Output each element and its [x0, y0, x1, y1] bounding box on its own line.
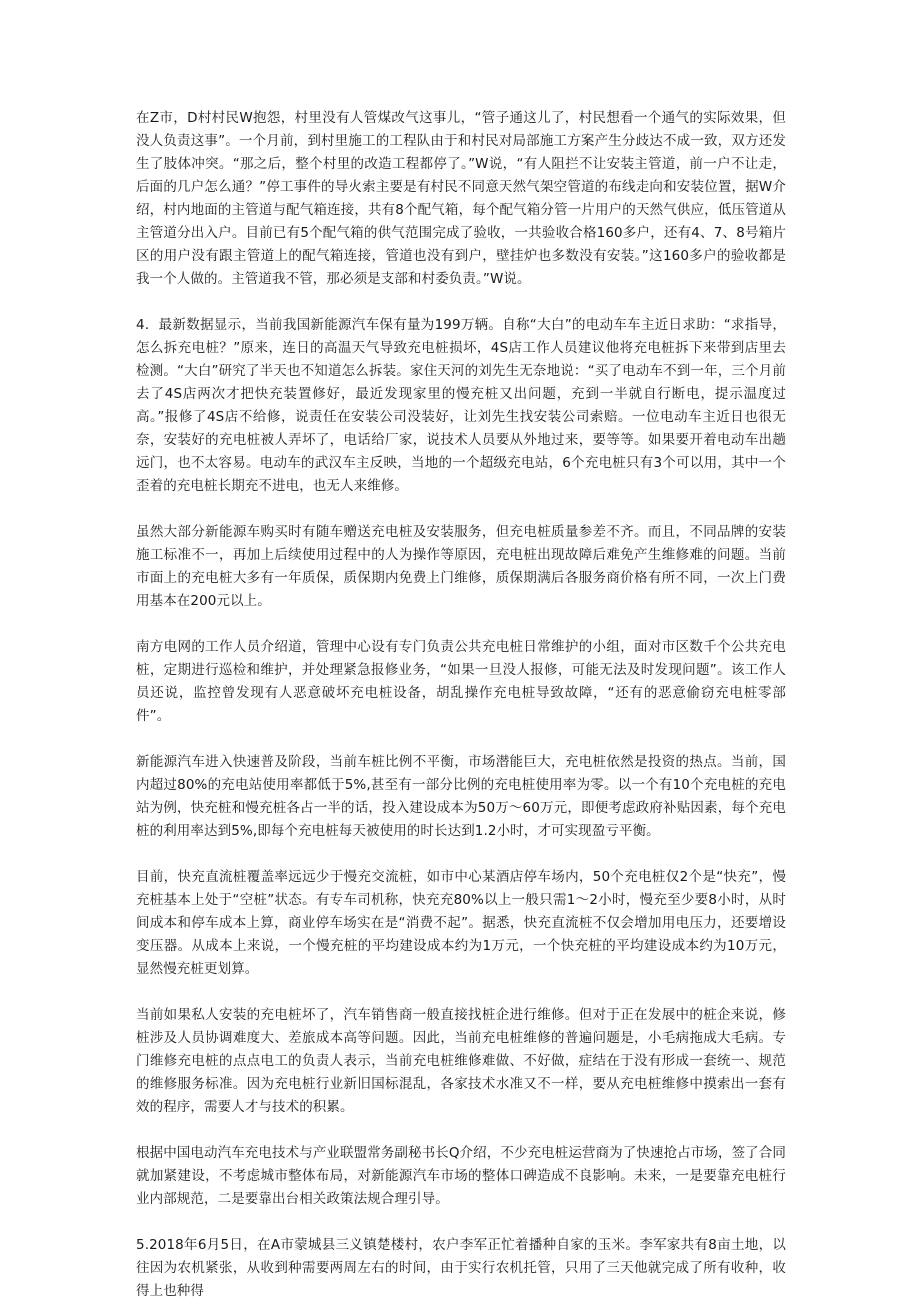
- paragraph-ev-charging-repair: 4．最新数据显示，当前我国新能源汽车保有量为199万辆。自称“大白”的电动车车主近日求助：“求指导，怎么拆充电桩？”原来，连日的高温天气导致充电桩损坏，4S店工作人员建议他将充电桩拆下来带到店里去检测。“大白”研究了半天也不知道怎么拆装。家住天河的刘先生无奈地说：“买了电动车不到一年，三个月前去了4S店两次才把快充装置修好，最近发现家里的慢充桩又出问题，充到一半就自行断电，提示温度过高。”报修了4S店不给修，说责任在安装公司没装好，让刘先生找安装公司索赔。一位电动车主近日也很无奈，安装好的充电桩被人弄坏了，电话给厂家，说技术人员要从外地过来，要等等。如果要开着电动车出趟远门，也不太容易。电动车的武汉车主反映，当地的一个超级充电站，6个充电桩只有3个可以用，其中一个歪着的充电桩长期充不进电，也无人来维修。: [136, 317, 786, 494]
- paragraph-private-charger-repair: 当前如果私人安装的充电桩坏了，汽车销售商一般直接找桩企进行维修。但对于正在发展中的桩企来说，修桩涉及人员协调难度大、差旅成本高等问题。因此，当前充电桩维修的普遍问题是，小毛病拖成大毛病。专门维修充电桩的点点电工的负责人表示，当前充电桩维修难做、不好做，症结在于没有形成一套统一、规范的维修服务标准。因为充电桩行业新旧国标混乱，各家技术水准又不一样，要从充电桩维修中摸索出一套有效的程序，需要人才与技术的积累。: [136, 1007, 786, 1115]
- document-body: [136, 107, 786, 1303]
- paragraph-charger-quality: 虽然大部分新能源车购买时有随车赠送充电桩及安装服务，但充电桩质量参差不齐。而且，不同品牌的安装施工标准不一，再加上后续使用过程中的人为操作等原因，充电桩出现故障后难免产生维修难的问题。当前市面上的充电桩大多有一年质保，质保期内免费上门维修，质保期满后各服务商价格有所不同，一次上门费用基本在200元以上。: [136, 524, 786, 609]
- paragraph-grid-maintenance: 南方电网的工作人员介绍道，管理中心设有专门负责公共充电桩日常维护的小组，面对市区数千个公共充电桩，定期进行巡检和维护，并处理紧急报修业务，“如果一旦没人报修，可能无法及时发现问题”。该工作人员还说，监控曾发现有人恶意破坏充电桩设备，胡乱操作充电桩导致故障，“还有的恶意偷窃充电桩零部件”。: [136, 639, 786, 724]
- paragraph-village-gas: 在Z市，D村村民W抱怨，村里没有人管煤改气这事儿，“管子通这儿了，村民想看一个通气的实际效果，但没人负责这事”。一个月前，到村里施工的工程队由于和村民对局部施工方案产生分歧达不成一致，双方还发生了肢体冲突。“那之后，整个村里的改造工程都停了。”W说，“有人阻拦不让安装主管道，前一户不让走，后面的几户怎么通？”停工事件的导火索主要是有村民不同意天然气架空管道的布线走向和安装位置，据W介绍，村内地面的主管道与配气箱连接，共有8个配气箱，每个配气箱分管一片用户的天然气供应，低压管道从主管道分出入户。目前已有5个配气箱的供气范围完成了验收，一共验收合格160多户，还有4、7、8号箱片区的用户没有跟主管道上的配气箱连接，管道也没有到户，壁挂炉也多数没有安装。”这160多户的验收都是我一个人做的。主管道我不管，那必须是支部和村委负责。”W说。: [136, 110, 786, 287]
- paragraph-fast-vs-slow-charging: 目前，快充直流桩覆盖率远远少于慢充交流桩，如市中心某酒店停车场内，50个充电桩仅2个是“快充”，慢充桩基本上处于“空桩”状态。有专车司机称，快充充80%以上一般只需1～2小时，慢充至少要8小时，从时间成本和停车成本上算，商业停车场实在是“消费不起”。据悉，快充直流桩不仅会增加用电压力，还要增设变压器。从成本上来说，一个慢充桩的平均建设成本约为1万元，一个快充桩的平均建设成本约为10万元，显然慢充桩更划算。: [136, 869, 786, 977]
- paragraph-investment-utilization: 新能源汽车进入快速普及阶段，当前车桩比例不平衡，市场潜能巨大，充电桩依然是投资的热点。当前，国内超过80%的充电站使用率都低于5%,甚至有一部分比例的充电桩使用率为零。以一个有10个充电桩的充电站为例，快充桩和慢充桩各占一半的话，投入建设成本为50万～60万元，即便考虑政府补贴因素，每个充电桩的利用率达到5%,即每个充电桩每天被使用的时长达到1.2小时，才可实现盈亏平衡。: [136, 754, 786, 839]
- paragraph-farm-machinery: 5.2018年6月5日，在A市蒙城县三义镇楚楼村，农户李军正忙着播种自家的玉米。李军家共有8亩土地，以往因为农机紧张，从收到种需要两周左右的时间，由于实行农机托管，只用了三天他就完成了所有收种，收得上也种得: [136, 1237, 786, 1299]
- paragraph-industry-regulation: 根据中国电动汽车充电技术与产业联盟常务副秘书长Q介绍，不少充电桩运营商为了快速抢占市场，签了合同就加紧建设，不考虑城市整体布局，对新能源汽车市场的整体口碑造成不良影响。未来，一是要靠充电桩行业内部规范，二是要靠出台相关政策法规合理引导。: [136, 1145, 786, 1207]
